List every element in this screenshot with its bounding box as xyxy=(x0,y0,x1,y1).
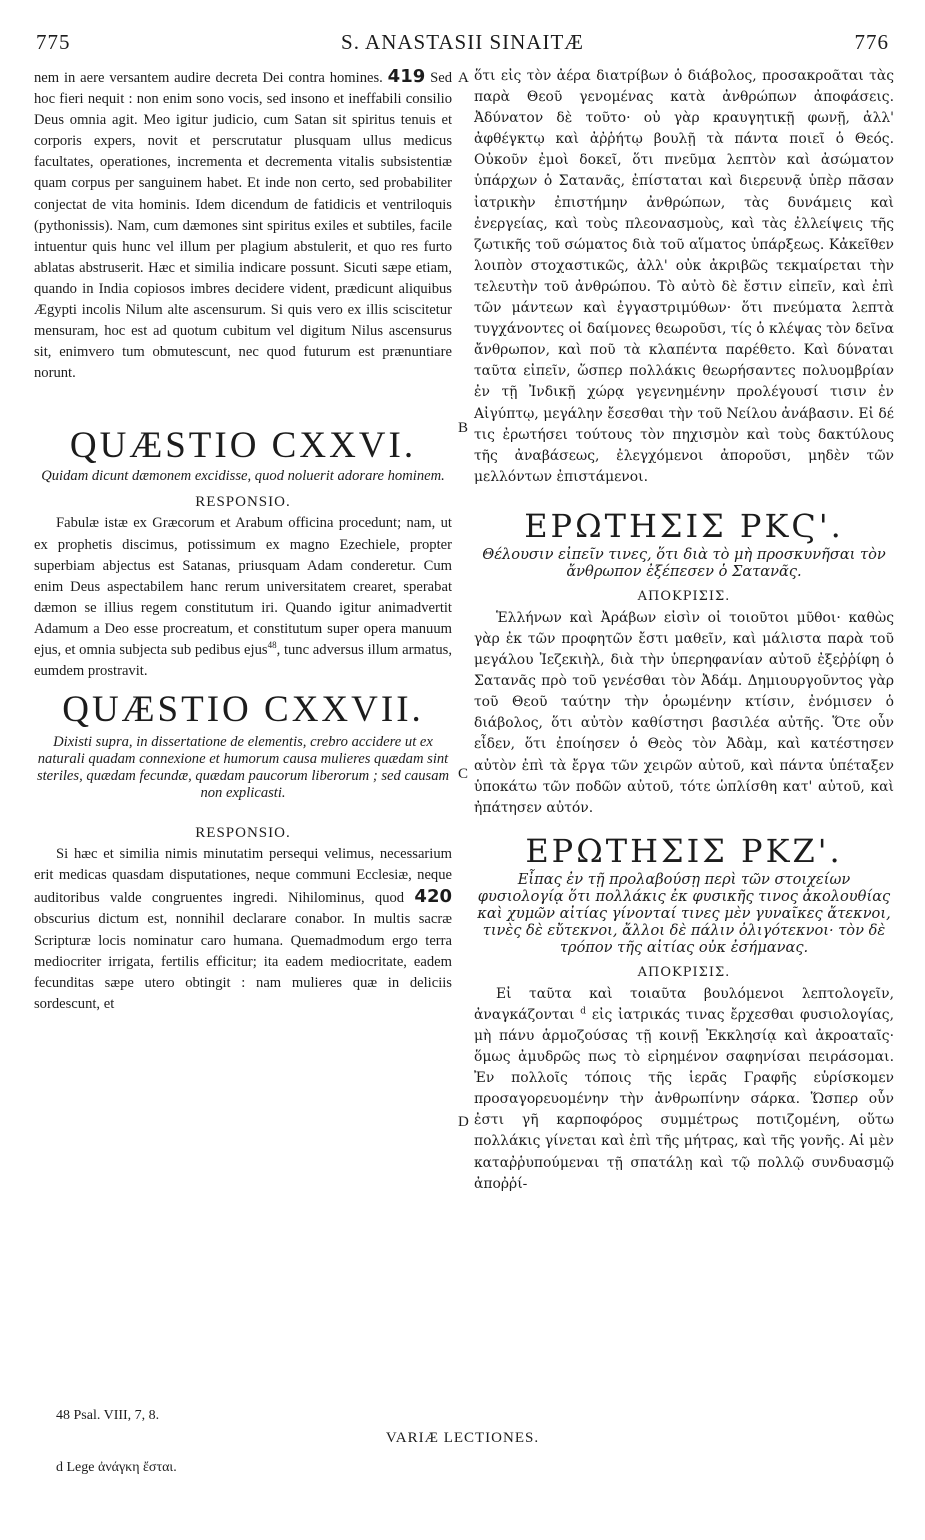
latin-responsio-127: RESPONSIO. xyxy=(195,825,291,842)
footnote-ref-d: d xyxy=(580,1006,586,1017)
page-number-right: 776 xyxy=(854,30,889,54)
greek-question-127-subtitle: Εἶπας ἐν τῇ προλαβούσῃ περὶ τῶν στοιχείων φυσιολογίᾳ ὅτι πολλάκις ἐκ φυσικῆς τινος ἀκολουθίας καὶ χυμῶν αἰτίας γίνονταί τινες μὲν γυναῖκες ἄτεκνοι, τινὲς δὲ εὔτεκνοι, ἄλλοι δὲ πάλιν ὀλιγότεκνοι· τὸν δὲ τρόπον τῆς αἰτίας οὐκ ἐσήμανας. xyxy=(477,870,891,956)
greek-answer-126: Ἑλλήνων καὶ Ἀράβων εἰσὶν οἱ τοιοῦτοι μῦθοι· καθὼς γὰρ ἐκ τῶν προφητῶν ἔστι μαθεῖν, καὶ μάλιστα παρὰ τοῦ μεγάλου Ἰεζεκιὴλ, διὰ τὴν ὑπερηφανίαν αὐτοῦ ἐξεῤῥίφη ὁ Σατανᾶς πρὸ τοῦ γενέσθαι τὸν Ἀδάμ. Δημιουργοῦντος γὰρ τοῦ Θεοῦ ταύτην τὴν ὁρωμένην κτίσιν, ἐνόμισεν ὁ διάβολος, ὅτι αὐτὸν καθίστησι βασιλέα αὐτῆς. Ὅτε οὖν εἶδεν, ὅτι ἐποίησεν ὁ Θεὸς τὸν Ἀδὰμ, καὶ κατέστησεν αὐτὸν ἐπὶ τὰ ἔργα τῶν χειρῶν αὐτοῦ, καὶ πάντα ὑπέταξεν ὑποκάτω τῶν ποδῶν αὐτοῦ, τότε ὡπλίσθη κατ' αὐτοῦ, καὶ ἠπάτησεν αὐτόν. xyxy=(474,609,894,816)
footnote-variant-d: d Lege ἀνάγκη ἔσται. xyxy=(56,1460,177,1475)
margin-marker-b: B xyxy=(458,420,469,436)
latin-responsio-126: RESPONSIO. xyxy=(195,494,291,511)
page-number-left: 775 xyxy=(36,30,71,54)
latin-question-126-title: QUÆSTIO CXXVI. xyxy=(69,425,417,467)
greek-column xyxy=(474,66,894,1195)
latin-intro-text-2: Sed hoc fieri nequit : non enim sono vocis, sed insono et ineffabili consilio Deus omnia agit. Meo igitur judicio, cum Satan sit spiritus tenuis et corporis expers, novit et perscrutatur plusquam ullus medicus facultates, operationes, incrementa et decrementa vitalis subsistentiæ quam corpus per sanguinem habet. Et inde non certo, sed probabiliter conjectat de vita hominis. Idem dicendum de fatidicis et ventriloquis (pythonissis). Nam, cum dæmones sint spiritus exiles et subtiles, facile intuentur quis hunc vel illum per plagium abstulerit, et quo res furto ablatas abstruserit. Hæc et similia indicare possunt. Sicuti sæpe etiam, quando in India copiosos imbres decidere vident, prædicunt aliquibus Ægypti incolis Nilum alte ascensurum. Si quis vero ex illis sciscitetur mensuram, hoc est ad quotum cubitum vel digitum Nilus ascensurus sit, enimvero tum obmutescunt, nec quod futurum est prænuntiare norunt. xyxy=(34,70,452,382)
migne-page-number-420: 420 xyxy=(414,886,452,908)
latin-intro-paragraph xyxy=(34,66,452,384)
margin-marker-c: C xyxy=(458,766,469,782)
greek-question-126-title: ΕΡΩΤΗΣΙΣ ΡΚϚ'. xyxy=(524,506,844,545)
greek-intro-paragraph: ὅτι εἰς τὸν ἀέρα διατρίβων ὁ διάβολος, προσακροᾶται τὰς παρὰ Θεοῦ γενομένας κατὰ ἀνθρώπων ἀποφάσεις. Ἀδύνατον δὲ τοῦτο· οὐ γὰρ κραυγητικῇ φωνῇ, ἀλλ' ἀφθέγκτῳ καὶ ἀῤῥήτῳ βουλῇ τὰ πάντα ποιεῖ ὁ Θεός. Οὐκοῦν ἐμοὶ δοκεῖ, ὅτι πνεῦμα λεπτὸν καὶ ἀσώματον ὑπάρχων ὁ Σατανᾶς, ἐπίσταται καὶ διερευνᾷ ὑπὲρ πᾶσαν ἰατρικὴν ἐπιστήμην ἀνθρώπων, τὰς δυνάμεις καὶ ἐνεργείας, καὶ τοὺς πλεονασμοὺς, καὶ τὰς ἐλλείψεις τῆς ζωτικῆς τοῦ σώματος διὰ τοῦ αἵματος ὑπάρξεως. Κἀκεῖθεν λοιπὸν στοχαστικῶς, ἀλλ' οὐκ ἀκριβῶς τεκμαίρεται τὴν τελευτὴν τοῦ ἀνθρώπου. Τὸ αὐτὸ δὲ ἔστιν εἰπεῖν, καὶ ἐπὶ τῶν μάντεων καὶ ἐγγαστριμύθων· ὅτι πνεύματα λεπτὰ τυγχάνοντες οἱ δαίμονες θεωροῦσι, τίς ὁ κλέψας τὸν δεῖνα ἄνθρωπον, καὶ ποῦ τὰ κλαπέντα παρέθετο. Καὶ δύναται ταῦτα εἰπεῖν, ὥσπερ πολλάκις θεωρήσαντες πολυομβρίαν ἐν τῇ Ἰνδικῇ χώρᾳ γεγενημένην προλέγουσί τισιν ἐν Αἰγύπτῳ, μεγάλην ἔσεσθαι τὴν τοῦ Νείλου ἀνάβασιν. Εἰ δέ τις ἐρωτήσει τούτους τὸν πηχισμὸν καὶ τοὺς δακτύλους τῆς ἀναβάσεως, ἐλεγχόμενοι ἀποροῦσι, μηδὲν τῶν μελλόντων ἐπιστάμενοι. xyxy=(474,68,894,485)
greek-answer-127 xyxy=(474,984,894,1195)
greek-apokrisis-127: ΑΠΟΚΡΙΣΙΣ. xyxy=(637,964,731,980)
footnote-ref-48: 48 xyxy=(267,640,277,651)
latin-column xyxy=(34,66,452,1015)
variae-lectiones-heading: VARIÆ LECTIONES. xyxy=(385,1430,540,1446)
footnote-psalm: 48 Psal. VIII, 7, 8. xyxy=(56,1408,160,1423)
latin-question-127-subtitle: Dixisti supra, in dissertatione de elementis, crebro accidere ut ex naturali quadam connexione et humorum causa mulieres quædam sint steriles, quædam fecundæ, quædam paucorum liberorum ; sed causam non explicasti. xyxy=(36,734,450,802)
greek-answer-127-text-a: Εἰ ταῦτα καὶ τοιαῦτα βουλόμενοι λεπτολογεῖν, ἀναγκάζονται xyxy=(474,985,894,1023)
greek-answer-127-text-b: εἰς ἰατρικάς τινας ἔρχεσθαι φυσιολογίας, μὴ πάνυ ἁρμοζούσας τῇ κοινῇ Ἐκκλησίᾳ καὶ ἀκροαταῖς· ὅμως ἀμυδρῶς πως τὸ εἰρημένον σαφηνίσαι πειράσομαι. Ἐν πολλοῖς τόποις τῆς ἱερᾶς Γραφῆς εὑρίσκομεν προσαγορευομένην τὴν ἀνθρωπίνην σάρκα. Ὥσπερ οὖν ἐστι γῆ καρποφόρος συμμέτρως ποτιζομένη, οὕτω πολλάκις γίνεται καὶ ἐπὶ τῆς μήτρας, καὶ τῆς γονῆς. Αἱ μὲν καταῤῥυπούμεναι τῇ σπατάλῃ καὶ τῷ πολλῷ συνδυασμῷ ἀποῤῥί- xyxy=(474,1006,894,1192)
latin-question-127-title: QUÆSTIO CXXVII. xyxy=(62,689,424,731)
greek-question-126-subtitle: Θέλουσιν εἰπεῖν τινες, ὅτι διὰ τὸ μὴ προσκυνῆσαι τὸν ἄνθρωπον ἐξέπεσεν ὁ Σατανᾶς. xyxy=(482,545,886,580)
latin-answer-127-text-a: Si hæc et similia nimis minutatim persequi velimus, necessarium erit medicas quasdam disputationes, neque communi Ecclesiæ, neque auditoribus valde congruentes ingredi. Nihilominus, quod xyxy=(34,846,452,907)
latin-answer-126 xyxy=(34,513,452,682)
latin-answer-126-text-b: , tunc adversus illum armatus, eumdem prostravit. xyxy=(34,641,452,680)
greek-apokrisis-126: ΑΠΟΚΡΙΣΙΣ. xyxy=(637,588,731,604)
greek-question-127-title: ΕΡΩΤΗΣΙΣ ΡΚΖ'. xyxy=(525,831,843,870)
margin-marker-a: A xyxy=(458,70,469,86)
latin-answer-127-text-b: obscurius dictum est, nonnihil declarare conabor. In multis sacræ Scripturæ locis nominatur caro humana. Quemadmodum ergo terra mediocriter irrigata, fertilis efficitur; ita eadem mediocritate, eadem fecunditas sæpe utero obtingit : nam mulieres quæ in deliciis sordescunt, et xyxy=(34,911,452,1012)
running-title: S. ANASTASII SINAITÆ xyxy=(341,30,584,54)
migne-page-number-419: 419 xyxy=(387,66,426,87)
latin-answer-126-text-a: Fabulæ istæ ex Græcorum et Arabum officina procedunt; nam, ut ex prophetis discimus, potissimum ex magno Ezechiele, propter superbiam abjectus est Satanas, priusquam Adam conderetur. Cum enim Deus aspectabilem hanc rerum universitatem crearet, sperabat dæmon se illius regem constitutum iri. Quando igitur animadvertit Adamum a Deo esse procreatum, et constitutum super opera manuum ejus, et omnia subjecta sub pedibus ejus xyxy=(34,515,452,658)
latin-question-126-subtitle: Quidam dicunt dæmonem excidisse, quod noluerit adorare hominem. xyxy=(41,468,445,485)
margin-marker-d: D xyxy=(458,1114,469,1130)
latin-answer-127 xyxy=(34,844,452,1015)
latin-intro-text-1: nem in aere versantem audire decreta Dei contra homines. xyxy=(34,70,383,86)
